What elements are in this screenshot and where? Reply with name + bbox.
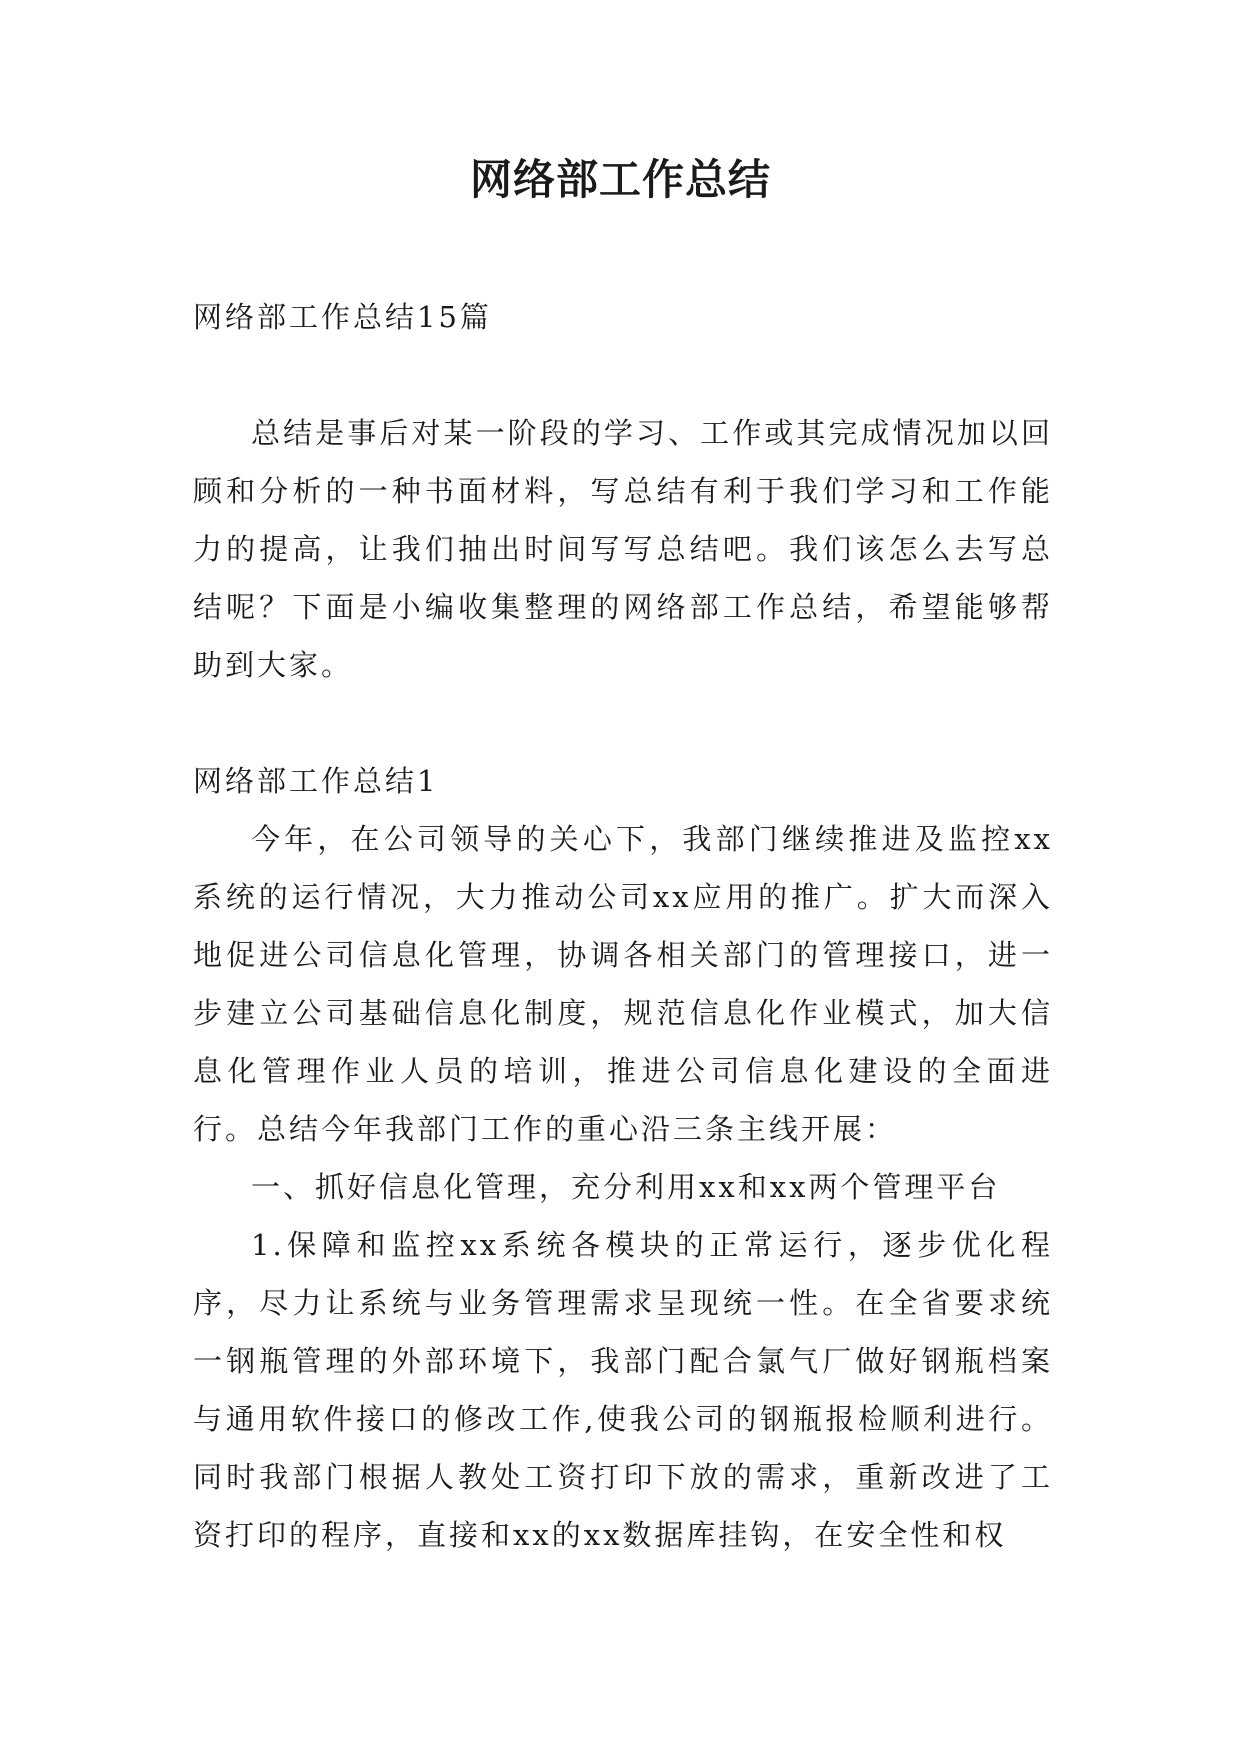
body-paragraph: 一、抓好信息化管理，充分利用xx和xx两个管理平台 xyxy=(251,1170,1001,1204)
section-heading: 网络部工作总结1 xyxy=(193,764,439,798)
body-paragraph: 今年，在公司领导的关心下，我部门继续推进及监控xx系统的运行情况，大力推动公司xx应用的推广。扩大而深入地促进公司信息化管理，协调各相关部门的管理接口，进一步建立公司基础信息化制度，规范信息化作业模式，加大信息化管理作业人员的培训，推进公司信息化建设的全面进行。总结今年我部门工作的重心沿三条主线开展： xyxy=(193,822,1053,1146)
document-subtitle: 网络部工作总结15篇 xyxy=(193,300,492,334)
body-paragraph: 1.保障和监控xx系统各模块的正常运行，逐步优化程序，尽力让系统与业务管理需求呈现统一性。在全省要求统一钢瓶管理的外部环境下，我部门配合氯气厂做好钢瓶档案与通用软件接口的修改工作,使我公司的钢瓶报检顺利进行。同时我部门根据人教处工资打印下放的需求，重新改进了工资打印的程序，直接和xx的xx数据库挂钩，在安全性和权 xyxy=(193,1228,1053,1552)
document-title: 网络部工作总结 xyxy=(469,155,771,204)
intro-paragraph: 总结是事后对某一阶段的学习、工作或其完成情况加以回顾和分析的一种书面材料，写总结有利于我们学习和工作能力的提高，让我们抽出时间写写总结吧。我们该怎么去写总结呢？下面是小编收集整理的网络部工作总结，希望能够帮助到大家。 xyxy=(193,416,1053,682)
document-body xyxy=(193,288,1053,1564)
